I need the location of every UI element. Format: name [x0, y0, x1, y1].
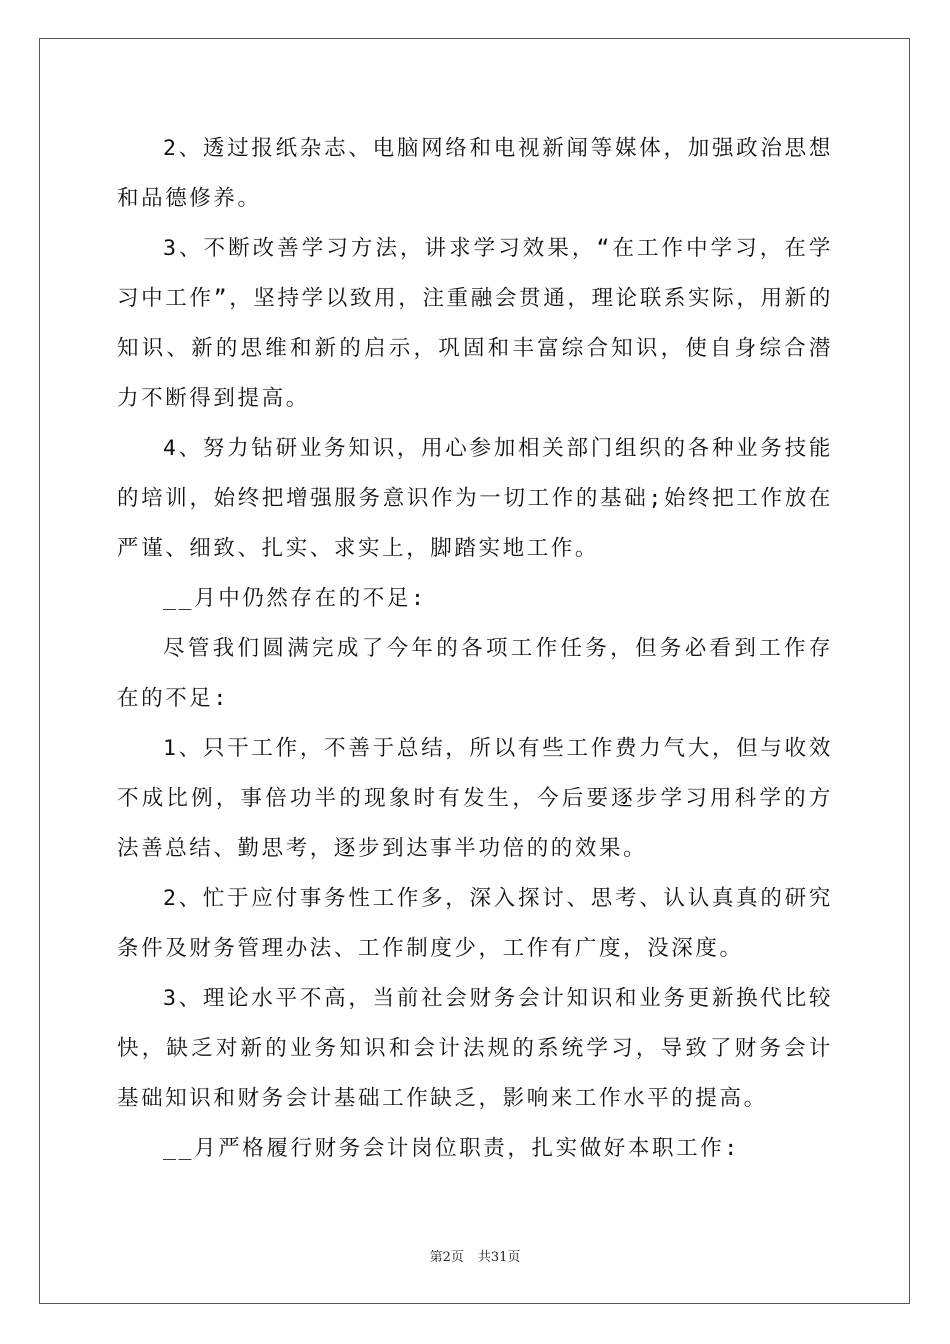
paragraph-business-knowledge: 4、努力钻研业务知识，用心参加相关部门组织的各种业务技能的培训，始终把增强服务意识作为一切工作的基础;始终把工作放在严谨、细致、扎实、求实上，脚踏实地工作。	[117, 436, 833, 561]
page-total: 共31页	[477, 1250, 521, 1265]
paragraph-shortcoming-3: 3、理论水平不高，当前社会财务会计知识和业务更新换代比较快，缺乏对新的业务知识和会计法规的系统学习，导致了财务会计基础知识和财务会计基础工作缺乏，影响来工作水平的提高。	[117, 986, 833, 1111]
paragraph-learning-method: 3、不断改善学习方法，讲求学习效果，“在工作中学习，在学习中工作”，坚持学以致用，注重融会贯通，理论联系实际，用新的知识、新的思维和新的启示，巩固和丰富综合知识，使自身综合潜力不断得到提高。	[117, 236, 833, 411]
paragraph-shortcoming-2: 2、忙于应付事务性工作多，深入探讨、思考、认认真真的研究条件及财务管理办法、工作制度少，工作有广度，没深度。	[117, 886, 833, 961]
page-number: 第2页	[429, 1250, 464, 1265]
paragraph-shortcomings-intro: 尽管我们圆满完成了今年的各项工作任务，但务必看到工作存在的不足:	[117, 636, 833, 711]
paragraph-self-study-media: 2、透过报纸杂志、电脑网络和电视新闻等媒体，加强政治思想和品德修养。	[117, 136, 833, 211]
document-body	[117, 124, 833, 1174]
paragraph-duties-heading: __月严格履行财务会计岗位职责，扎实做好本职工作:	[163, 1136, 740, 1161]
paragraph-shortcoming-1: 1、只干工作，不善于总结，所以有些工作费力气大，但与收效不成比例，事倍功半的现象时有发生，今后要逐步学习用科学的方法善总结、勤思考，逐步到达事半功倍的的效果。	[117, 736, 833, 861]
page-footer	[0, 1246, 950, 1265]
paragraph-shortcomings-heading: __月中仍然存在的不足:	[163, 586, 427, 611]
